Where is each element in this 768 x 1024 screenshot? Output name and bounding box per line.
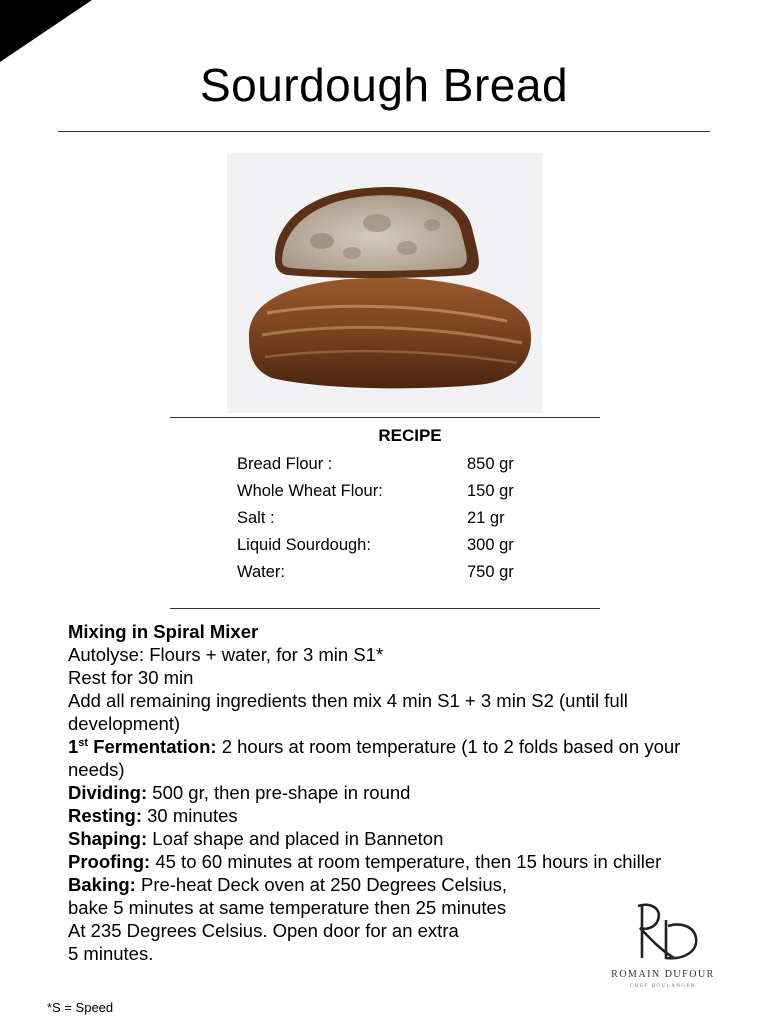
fermentation-ordinal: st <box>78 736 89 749</box>
ingredient-amount: 150 gr <box>467 482 514 500</box>
rest-step: Rest for 30 min <box>68 667 194 688</box>
logo-name: ROMAIN DUFOUR <box>611 969 715 980</box>
ingredient-name: Salt : <box>237 509 275 527</box>
ingredient-row <box>237 455 514 482</box>
ingredient-name: Bread Flour : <box>237 455 333 473</box>
ingredient-list <box>237 455 514 590</box>
ingredient-name: Water: <box>237 563 285 581</box>
ingredient-name: Whole Wheat Flour: <box>237 482 383 500</box>
baking-line-2: bake 5 minutes at same temperature then 25 minutes <box>68 897 507 918</box>
bread-photo <box>227 153 542 413</box>
title-divider <box>58 131 710 132</box>
page-title: Sourdough Bread <box>199 59 569 111</box>
baking-line-4: 5 minutes. <box>68 943 154 964</box>
shaping-text: Loaf shape and placed in Banneton <box>147 828 444 849</box>
shaping-step <box>68 827 708 850</box>
ingredient-amount: 21 gr <box>467 509 505 527</box>
autolyse-step: Autolyse: Flours + water, for 3 min S1* <box>68 644 384 665</box>
corner-triangle <box>0 0 92 62</box>
ingredient-row <box>237 536 514 563</box>
ingredient-amount: 750 gr <box>467 563 514 581</box>
speed-footnote: *S = Speed <box>47 1000 114 1015</box>
dividing-label: Dividing: <box>68 782 148 803</box>
proofing-step <box>68 850 708 873</box>
baking-label: Baking: <box>68 874 136 895</box>
baking-step <box>68 873 708 896</box>
fermentation-number: 1 <box>68 736 79 757</box>
baking-line-3: At 235 Degrees Celsius. Open door for an extra <box>68 920 459 941</box>
ingredient-name: Liquid Sourdough: <box>237 536 371 554</box>
add-ingredients-step: Add all remaining ingredients then mix 4 min S1 + 3 min S2 (until full development) <box>68 690 628 734</box>
shaping-label: Shaping: <box>68 828 148 849</box>
baking-line-1: Pre-heat Deck oven at 250 Degrees Celsius, <box>135 874 508 895</box>
resting-label: Resting: <box>68 805 142 826</box>
fermentation-label: Fermentation: <box>88 736 217 757</box>
resting-text: 30 minutes <box>142 805 238 826</box>
ingredient-row <box>237 482 514 509</box>
ingredient-row <box>237 509 514 536</box>
ingredient-amount: 300 gr <box>467 536 514 554</box>
resting-step <box>68 804 708 827</box>
dividing-step <box>68 781 708 804</box>
recipe-top-divider <box>170 417 600 418</box>
ingredient-amount: 850 gr <box>467 455 514 473</box>
ingredient-row <box>237 563 514 590</box>
dividing-text: 500 gr, then pre-shape in round <box>147 782 411 803</box>
recipe-heading: RECIPE <box>378 426 442 445</box>
monogram-icon <box>618 900 708 962</box>
fermentation-text: 2 hours at room temperature (1 to 2 folds based on your needs) <box>68 736 681 780</box>
proofing-label: Proofing: <box>68 851 151 872</box>
brand-logo <box>578 900 748 1010</box>
recipe-bottom-divider <box>170 608 600 609</box>
logo-subtitle: CHEF BOULANGER <box>630 984 696 989</box>
fermentation-step <box>68 735 708 781</box>
proofing-text: 45 to 60 minutes at room temperature, then 15 hours in chiller <box>150 851 662 872</box>
method-heading: Mixing in Spiral Mixer <box>68 621 259 642</box>
